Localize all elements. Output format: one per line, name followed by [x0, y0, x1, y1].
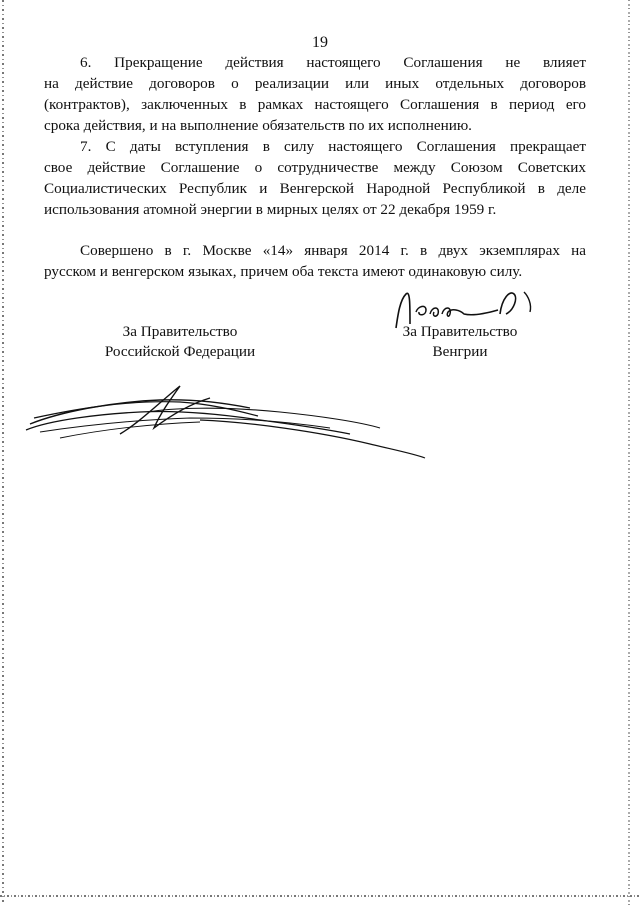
scan-border-left — [2, 0, 4, 905]
scan-border-bottom — [0, 895, 640, 897]
signatory-russia-line-2: Российской Федерации — [104, 343, 256, 360]
clause-7-line-4: использования атомной энергии в мирных целях от 22 декабря 1959 г. — [44, 201, 497, 218]
clause-6-line-4: срока действия, и на выполнение обязательств по их исполнению. — [44, 117, 472, 134]
scan-border-right — [628, 0, 630, 905]
clause-6-line-1: 6. Прекращение действия настоящего Соглашения не влияет — [80, 54, 586, 71]
signatory-russia-line-1: За Правительство — [122, 323, 238, 340]
clause-7-line-1: 7. С даты вступления в силу настоящего Соглашения прекращает — [80, 138, 586, 155]
signatory-hungary-line-1: За Правительство — [402, 323, 518, 340]
signatory-hungary-line-2: Венгрии — [432, 343, 488, 360]
russia-signature — [20, 372, 440, 472]
closing-line-1: Совершено в г. Москве «14» января 2014 г. в двух экземплярах на — [80, 242, 586, 259]
clause-6-line-3: (контрактов), заключенных в рамках настоящего Соглашения в период его — [44, 96, 586, 113]
clause-7-line-3: Социалистических Республик и Венгерской Народной Республикой в деле — [44, 180, 586, 197]
clause-7-line-2: свое действие Соглашение о сотрудничестве между Союзом Советских — [44, 159, 586, 176]
clause-6-line-2: на действие договоров о реализации или иных отдельных договоров — [44, 75, 586, 92]
page-number: 19 — [312, 34, 328, 51]
closing-line-2: русском и венгерском языках, причем оба текста имеют одинаковую силу. — [44, 263, 523, 280]
